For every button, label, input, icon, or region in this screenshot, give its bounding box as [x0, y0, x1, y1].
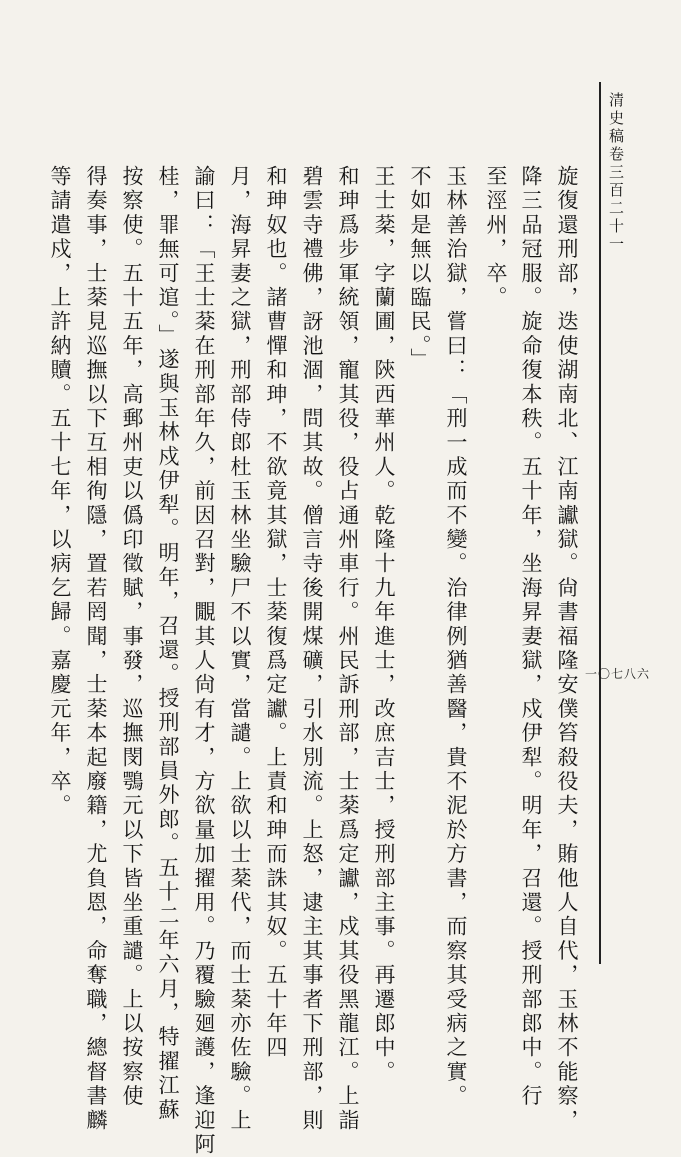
- running-title: 清史稿卷三百二十一: [607, 92, 625, 254]
- page-number: 一〇七八六: [584, 667, 650, 681]
- text-column-12: 桂，罪無可逭。」遂與玉林戍伊犁。明年，召還。授刑部員外郎。五十二年六月，特擢江蘇: [156, 165, 180, 1123]
- text-column-3: 至涇州，卒。: [484, 165, 508, 311]
- text-column-6: 王士棻，字蘭圃，陝西華州人。乾隆十九年進士，改庶吉士，授刑部主事。再遷郎中。: [372, 165, 396, 1085]
- text-column-13: 按察使。五十五年，高郵州吏以僞印徵賦，事發，巡撫閔鶚元以下皆坐重譴。上以按察使: [120, 165, 144, 1109]
- text-column-7: 和珅爲步軍統領，寵其役，役占通州車行。州民訴刑部，士棻爲定讞，戍其役黑龍江。上詣: [336, 165, 360, 1133]
- text-column-5: 不如是無以臨民。」: [408, 165, 432, 373]
- header-rule: [599, 82, 601, 964]
- text-column-10: 月，海昇妻之獄，刑部侍郎杜玉林坐驗尸不以實，當譴。上欲以士棻代，而士棻亦佐驗。上: [228, 165, 252, 1133]
- text-column-2: 降三品冠服。旋命復本秩。五十年，坐海昇妻獄，戍伊犁。明年，召還。授刑部郎中。行: [519, 165, 543, 1109]
- text-column-11: 諭曰：「王士棻在刑部年久，前因召對，覵其人尙有才，方欲量加擢用。乃覆驗廻護，逢迎阿: [192, 165, 216, 1157]
- text-column-15: 等請遣戍，上許納贖。五十七年，以病乞歸。嘉慶元年，卒。: [48, 165, 72, 819]
- text-column-1: 旋復還刑部，迭使湖南北、江南讞獄。尙書福隆安僕笞殺役夫，賄他人自代，玉林不能察，: [555, 165, 579, 1133]
- text-column-4: 玉林善治獄，嘗曰：「刑一成而不變。治律例猶善醫，貴不泥於方書，而察其受病之實。: [444, 165, 468, 1109]
- text-column-8: 碧雲寺禮佛，訝池涸，問其故。僧言寺後開煤礦，引水別流。上怒，逮主其事者下刑部，則: [300, 165, 324, 1133]
- text-column-14: 得奏事，士棻見巡撫以下互相徇隱，置若罔聞，士棻本起廢籍，尤負恩，命奪職，總督書麟: [84, 165, 108, 1133]
- text-column-9: 和珅奴也。諸曹憚和珅，不欲竟其獄，士棻復爲定讞。上責和珅而誅其奴。五十年四: [264, 165, 288, 1061]
